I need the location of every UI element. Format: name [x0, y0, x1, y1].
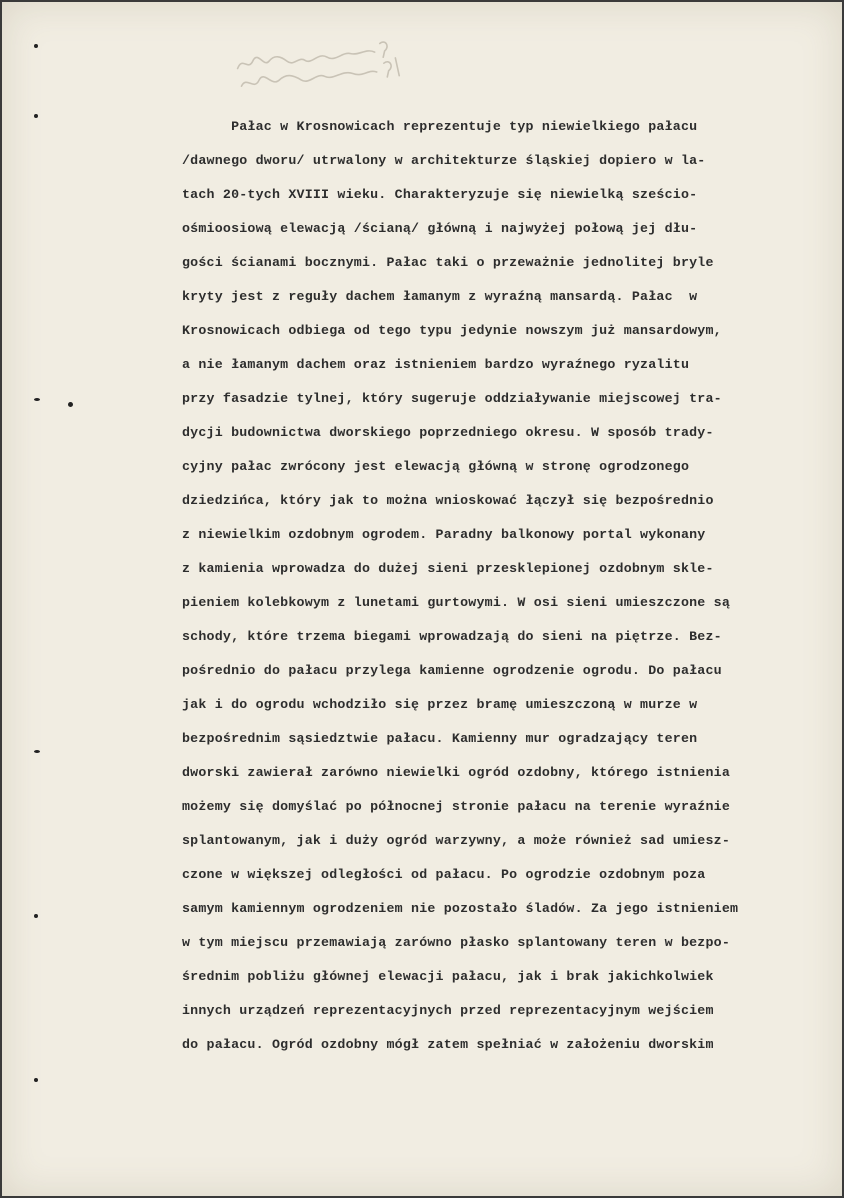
punch-mark	[34, 914, 38, 918]
punch-mark	[34, 750, 40, 753]
text-line: schody, które trzema biegami wprowadzają do sieni na piętrze. Bez-	[182, 629, 722, 644]
text-line: możemy się domyślać po północnej stronie pałacu na terenie wyraźnie	[182, 799, 731, 814]
text-line: średnim pobliżu głównej elewacji pałacu, jak i brak jakichkolwiek	[182, 969, 714, 984]
punch-mark	[34, 1078, 38, 1082]
punch-mark	[34, 398, 40, 401]
text-line: a nie łamanym dachem oraz istnieniem bardzo wyraźnego ryzalitu	[182, 357, 690, 372]
text-line: dycji budownictwa dworskiego poprzedniego okresu. W sposób trady-	[182, 425, 714, 440]
typewritten-body	[182, 110, 782, 1062]
punch-mark	[68, 402, 73, 407]
text-line: jak i do ogrodu wchodziło się przez bramę umieszczoną w murze w	[182, 697, 698, 712]
document-page	[2, 2, 842, 1196]
text-line: pieniem kolebkowym z lunetami gurtowymi. W osi sieni umieszczone są	[182, 595, 731, 610]
text-line: samym kamiennym ogrodzeniem nie pozostało śladów. Za jego istnieniem	[182, 901, 739, 916]
pencil-scribble-icon	[232, 35, 406, 101]
text-line: gości ścianami bocznymi. Pałac taki o przeważnie jednolitej bryle	[182, 255, 714, 270]
text-line: czone w większej odległości od pałacu. Po ogrodzie ozdobnym poza	[182, 867, 706, 882]
text-line: innych urządzeń reprezentacyjnych przed reprezentacyjnym wejściem	[182, 1003, 714, 1018]
text-line: splantowanym, jak i duży ogród warzywny, a może również sad umiesz-	[182, 833, 731, 848]
text-line: cyjny pałac zwrócony jest elewacją główną w stronę ogrodzonego	[182, 459, 690, 474]
text-line: ośmioosiową elewacją /ścianą/ główną i najwyżej połową jej dłu-	[182, 221, 698, 236]
text-line: kryty jest z reguły dachem łamanym z wyraźną mansardą. Pałac w	[182, 289, 698, 304]
text-line: Krosnowicach odbiega od tego typu jedynie nowszym już mansardowym,	[182, 323, 722, 338]
text-line: tach 20-tych XVIII wieku. Charakteryzuje się niewielką sześcio-	[182, 187, 698, 202]
text-line: dziedzińca, który jak to można wnioskować łączył się bezpośrednio	[182, 493, 714, 508]
text-line: dworski zawierał zarówno niewielki ogród ozdobny, którego istnienia	[182, 765, 731, 780]
handwritten-pencil-note	[232, 35, 406, 101]
text-line: z kamienia wprowadza do dużej sieni przesklepionej ozdobnym skle-	[182, 561, 714, 576]
punch-mark	[34, 114, 38, 118]
text-line: bezpośrednim sąsiedztwie pałacu. Kamienny mur ogradzający teren	[182, 731, 698, 746]
text-line: w tym miejscu przemawiają zarówno płasko splantowany teren w bezpo-	[182, 935, 731, 950]
text-line: przy fasadzie tylnej, który sugeruje oddziaływanie miejscowej tra-	[182, 391, 722, 406]
text-line: do pałacu. Ogród ozdobny mógł zatem spełniać w założeniu dworskim	[182, 1037, 714, 1052]
text-line: Pałac w Krosnowicach reprezentuje typ niewielkiego pałacu	[182, 119, 698, 134]
text-line: pośrednio do pałacu przylega kamienne ogrodzenie ogrodu. Do pałacu	[182, 663, 722, 678]
punch-mark	[34, 44, 38, 48]
text-line: z niewielkim ozdobnym ogrodem. Paradny balkonowy portal wykonany	[182, 527, 706, 542]
text-line: /dawnego dworu/ utrwalony w architekturze śląskiej dopiero w la-	[182, 153, 706, 168]
